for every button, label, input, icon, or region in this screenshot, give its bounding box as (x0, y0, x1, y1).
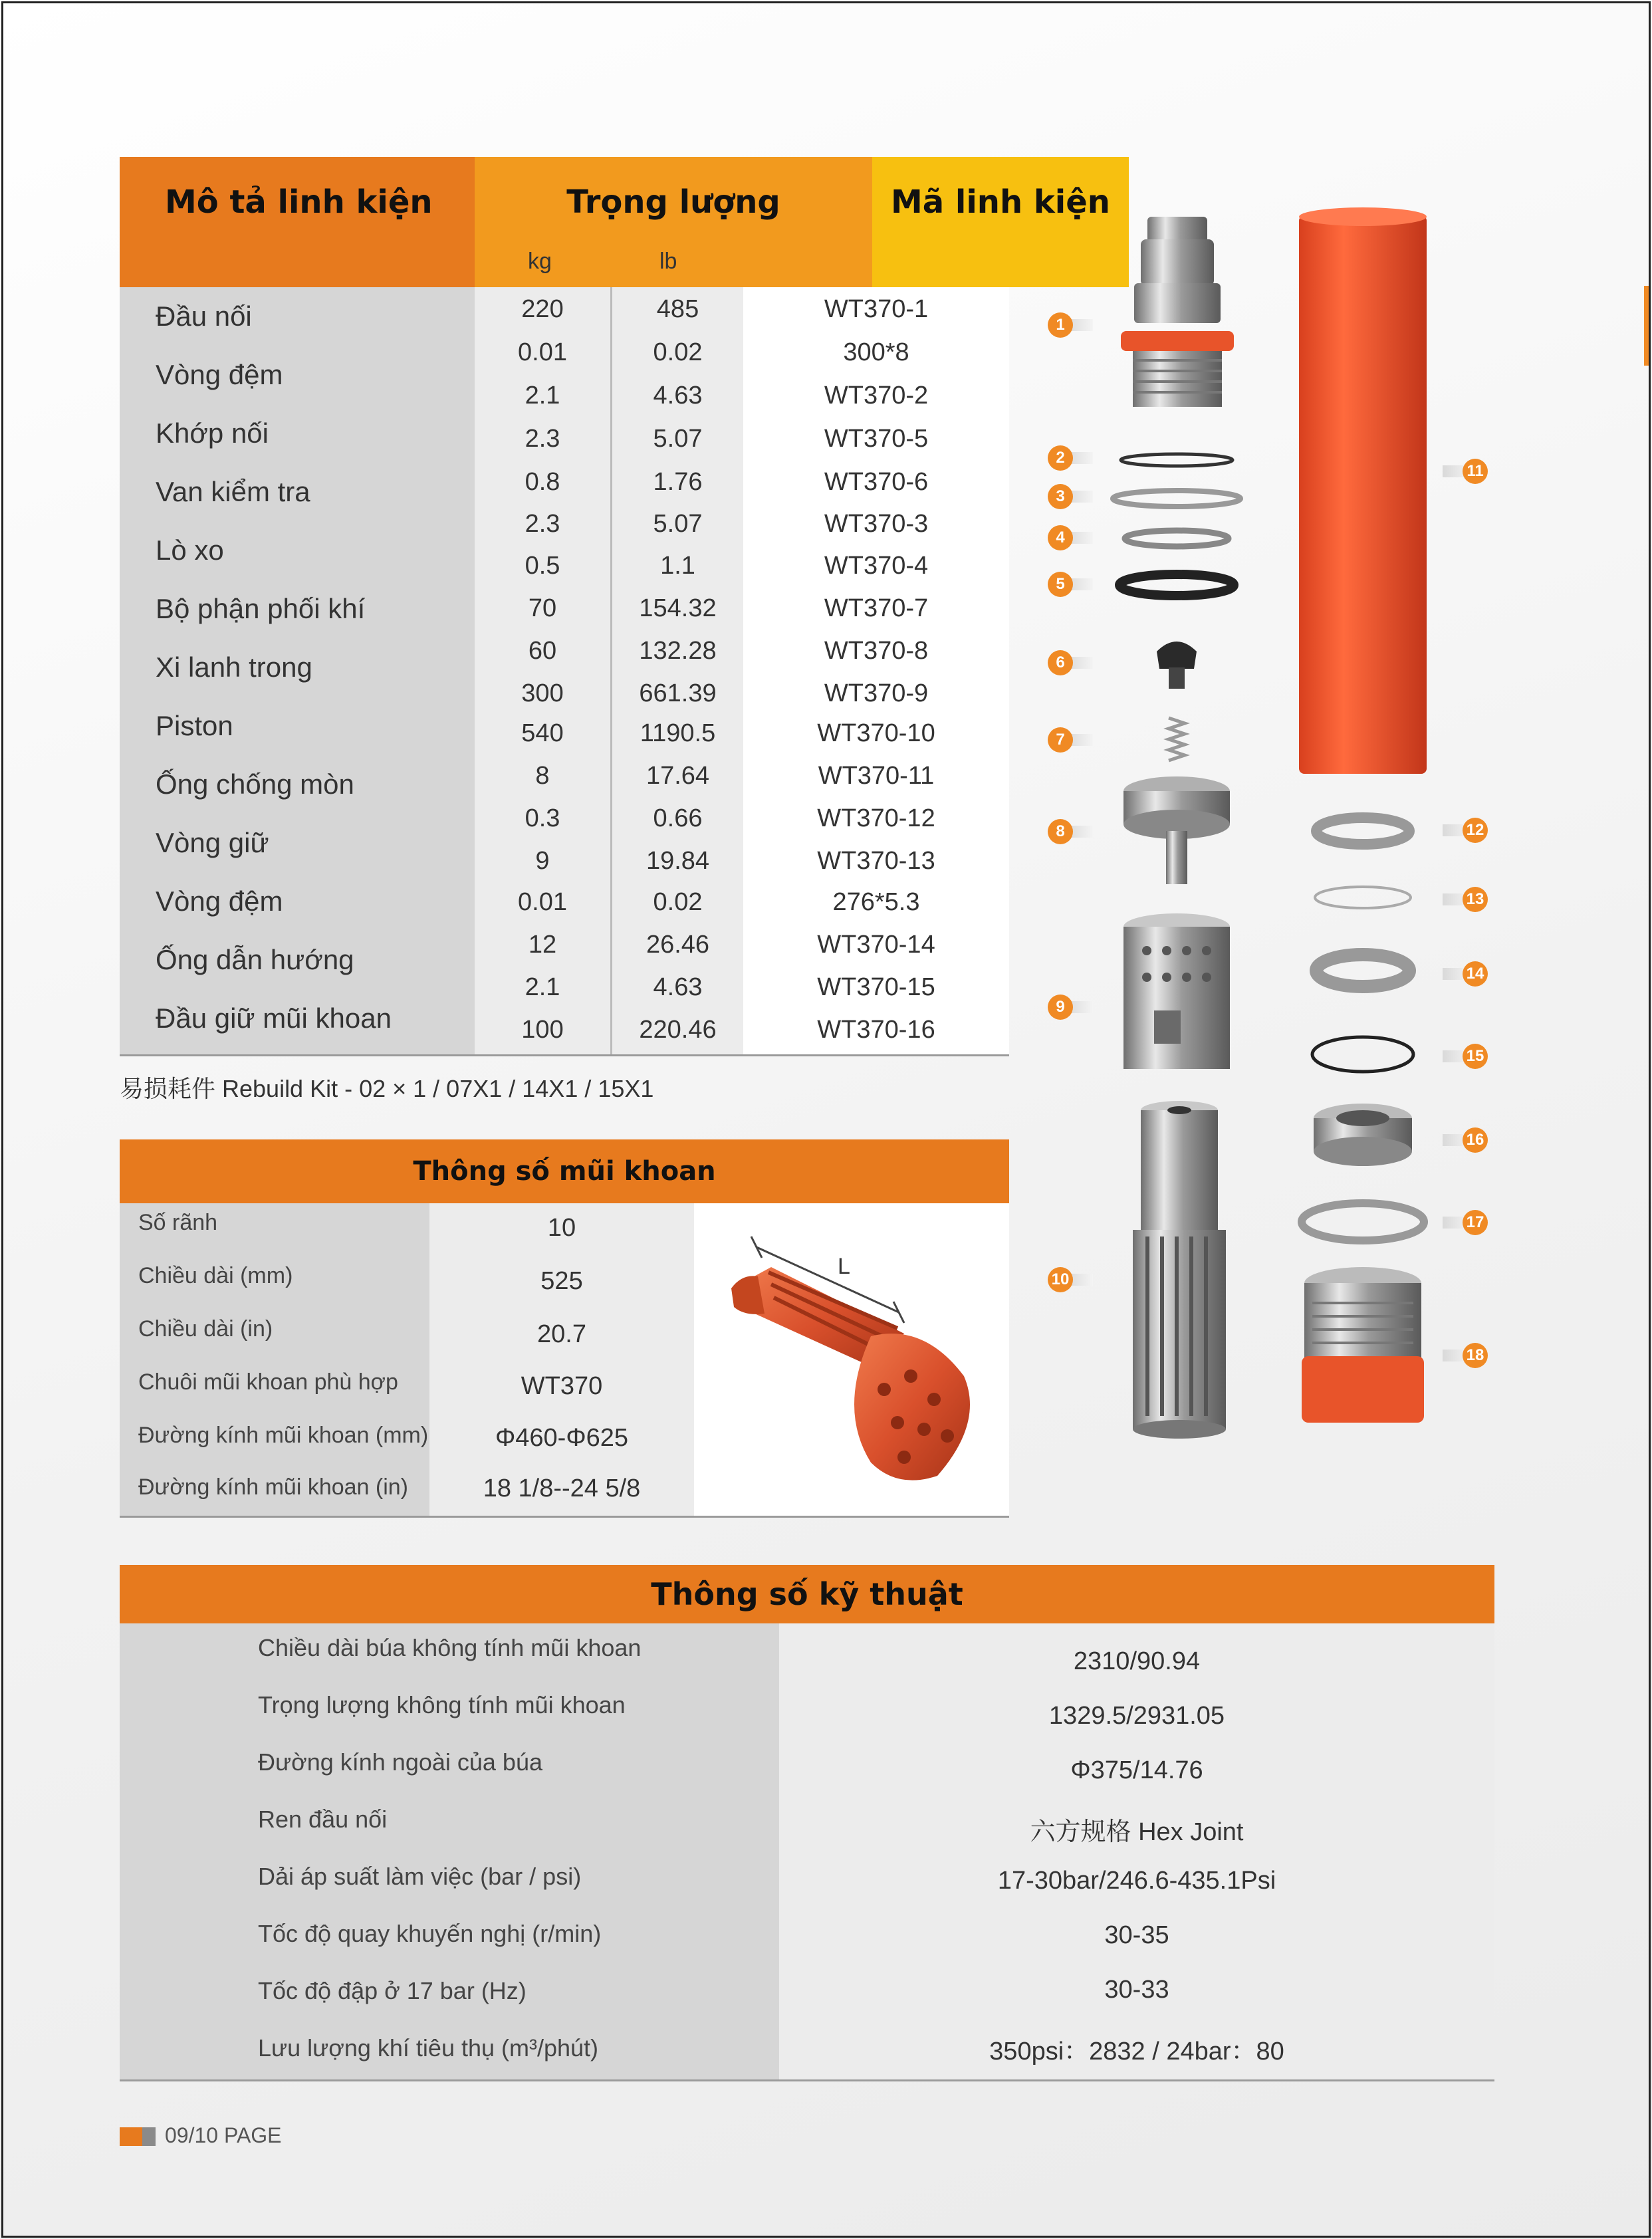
row-13-lb: 0.66 (653, 804, 703, 832)
bit-label-shank: Chuôi mũi khoan phù hợp (138, 1369, 398, 1395)
row-10-lb: 661.39 (639, 679, 717, 707)
row-16-code: WT370-14 (817, 931, 935, 959)
row-13-code: WT370-12 (817, 804, 935, 832)
label-14: 14 (1463, 961, 1508, 988)
row-9-lb: 132.28 (639, 637, 717, 665)
desc-vong-giu: Vòng giữ (156, 827, 269, 858)
label-13: 13 (1463, 887, 1508, 913)
tech-label-weight: Trọng lượng không tính mũi khoan (258, 1691, 626, 1718)
row-17-code: WT370-15 (817, 973, 935, 1001)
row-12-code: WT370-11 (818, 762, 935, 790)
tech-value-column (779, 1623, 1494, 2079)
unit-lb: lb (659, 249, 677, 274)
bit-label-flutes: Số rãnh (138, 1210, 218, 1235)
row-15-kg: 0.01 (518, 888, 567, 916)
bit-spec-table (120, 1139, 1009, 1518)
desc-dau-giu-mui-khoan: Đầu giữ mũi khoan (156, 1002, 392, 1034)
part-18-chuck (1302, 1267, 1424, 1423)
part-13-retaining-ring (1315, 887, 1411, 908)
row-4-kg: 2.3 (525, 425, 560, 453)
label-4: 4 (1048, 525, 1093, 552)
label-2: 2 (1048, 445, 1093, 472)
bit-label-diameter-mm: Đường kính mũi khoan (mm) (138, 1423, 429, 1448)
tech-value-pressure-range: 17-30bar/246.6-435.1Psi (997, 1867, 1276, 1895)
bit-value-shank: WT370 (521, 1372, 603, 1400)
desc-ong-dan-huong: Ống dẫn hướng (156, 944, 354, 975)
tech-label-impact-rate: Tốc độ đập ở 17 bar (Hz) (258, 1977, 527, 2004)
row-3-lb: 4.63 (653, 382, 703, 410)
desc-lo-xo: Lò xo (156, 534, 224, 566)
desc-dau-noi: Đầu nối (156, 300, 252, 332)
header-description: Mô tả linh kiện (165, 183, 433, 221)
bit-value-column (429, 1203, 694, 1516)
row-2-lb: 0.02 (653, 338, 703, 366)
label-15: 15 (1463, 1044, 1508, 1070)
label-6: 6 (1048, 650, 1093, 677)
label-16: 16 (1463, 1127, 1508, 1154)
part-17-washer (1302, 1203, 1424, 1240)
row-4-lb: 5.07 (653, 425, 703, 453)
label-7: 7 (1048, 727, 1093, 754)
row-11-lb: 1190.5 (640, 719, 716, 747)
row-2-kg: 0.01 (518, 338, 567, 366)
tech-value-rotation-speed: 30-35 (1104, 1921, 1169, 1949)
desc-vong-dem-2: Vòng đệm (156, 885, 283, 917)
tech-value-air-consumption: 350psi：2832 / 24bar：80 (989, 2038, 1284, 2065)
header-weight: Trọng lượng (566, 183, 780, 221)
row-12-lb: 17.64 (646, 762, 710, 790)
footer-orange-mark (120, 2127, 142, 2146)
row-4-code: WT370-5 (824, 425, 929, 453)
desc-piston: Piston (156, 710, 233, 741)
parts-table-header (120, 157, 1110, 287)
footer-gray-mark (142, 2127, 156, 2146)
part-5-seal (1120, 574, 1234, 596)
label-10: 10 (1048, 1267, 1093, 1294)
unit-kg: kg (528, 249, 552, 274)
row-11-code: WT370-10 (817, 719, 935, 747)
row-1-kg: 220 (521, 295, 564, 323)
label-12: 12 (1463, 818, 1508, 844)
part-14-guide-ring (1316, 955, 1409, 987)
desc-van-kiem-tra: Van kiểm tra (156, 476, 310, 507)
tech-label-connection-thread: Ren đầu nối (258, 1806, 388, 1833)
desc-bo-phan-phoi-khi: Bộ phận phối khí (156, 593, 366, 624)
row-6-lb: 5.07 (653, 510, 703, 538)
part-16-guide-sleeve (1314, 1104, 1412, 1166)
part-8-air-distributor (1123, 776, 1230, 884)
row-18-lb: 220.46 (639, 1016, 717, 1044)
row-18-kg: 100 (521, 1016, 564, 1044)
desc-vong-dem-1: Vòng đệm (156, 359, 283, 390)
part-3-washer (1113, 491, 1240, 507)
row-13-kg: 0.3 (525, 804, 560, 832)
part-12-retaining-ring (1316, 818, 1409, 844)
tech-spec-table (120, 1565, 1494, 2081)
part-11-wear-sleeve (1299, 207, 1427, 774)
tech-value-weight: 1329.5/2931.05 (1048, 1702, 1225, 1730)
label-8: 8 (1048, 819, 1093, 846)
bit-value-diameter-mm: Φ460-Φ625 (495, 1424, 629, 1452)
bit-label-column (120, 1203, 429, 1516)
row-10-kg: 300 (521, 679, 564, 707)
label-18: 18 (1463, 1343, 1508, 1369)
label-5: 5 (1048, 572, 1093, 598)
desc-xi-lanh-trong: Xi lanh trong (156, 651, 312, 683)
desc-khop-noi: Khớp nối (156, 417, 269, 449)
bit-label-diameter-in: Đường kính mũi khoan (in) (138, 1474, 409, 1500)
row-10-code: WT370-9 (824, 679, 929, 707)
bit-label-length-in: Chiều dài (in) (138, 1316, 273, 1342)
tech-spec-title: Thông số kỹ thuật (120, 1565, 1494, 1623)
row-16-kg: 12 (528, 931, 557, 959)
bit-dimension-label: L (838, 1254, 850, 1279)
row-16-lb: 26.46 (646, 931, 710, 959)
row-15-code: 276*5.3 (832, 888, 920, 916)
label-1: 1 (1048, 312, 1093, 339)
bit-spec-title: Thông số mũi khoan (120, 1139, 1009, 1203)
row-7-kg: 0.5 (525, 552, 560, 580)
label-17: 17 (1463, 1210, 1508, 1237)
bit-label-length-mm: Chiều dài (mm) (138, 1263, 293, 1288)
row-5-kg: 0.8 (525, 468, 560, 496)
bit-value-length-mm: 525 (540, 1267, 583, 1295)
part-1-top-sub (1121, 217, 1234, 407)
parts-table-body (120, 287, 1009, 1056)
row-15-lb: 0.02 (653, 888, 703, 916)
row-9-kg: 60 (528, 637, 557, 665)
row-8-lb: 154.32 (639, 594, 717, 622)
bit-value-length-in: 20.7 (537, 1320, 586, 1348)
bit-spec-body (120, 1203, 1009, 1518)
tech-label-hammer-length: Chiều dài búa không tính mũi khoan (258, 1634, 642, 1661)
row-11-kg: 540 (521, 719, 564, 747)
tech-value-outer-diameter: Φ375/14.76 (1070, 1756, 1203, 1784)
row-17-kg: 2.1 (525, 973, 560, 1001)
row-3-kg: 2.1 (525, 382, 560, 410)
tech-value-connection-thread: 六方规格 Hex Joint (1030, 1818, 1244, 1846)
label-11: 11 (1463, 459, 1508, 485)
row-6-kg: 2.3 (525, 510, 560, 538)
row-1-code: WT370-1 (824, 295, 929, 323)
drill-bit-image (705, 1210, 997, 1509)
part-2-o-ring (1121, 454, 1233, 466)
row-14-lb: 19.84 (646, 847, 710, 875)
part-4-coupling (1125, 530, 1229, 546)
row-8-code: WT370-7 (824, 594, 929, 622)
header-description-cell (120, 157, 475, 287)
row-9-code: WT370-8 (824, 637, 929, 665)
row-2-code: 300*8 (843, 338, 909, 366)
bit-value-flutes: 10 (547, 1214, 576, 1242)
tech-value-hammer-length: 2310/90.94 (1073, 1647, 1201, 1675)
parts-table (120, 157, 1110, 1056)
row-7-lb: 1.1 (660, 552, 695, 580)
header-code: Mã linh kiện (891, 183, 1110, 221)
row-12-kg: 8 (535, 762, 550, 790)
tech-spec-body (120, 1623, 1494, 2081)
row-8-kg: 70 (528, 594, 557, 622)
part-15-o-ring (1312, 1037, 1413, 1072)
rebuild-kit-note: 易损耗件 Rebuild Kit - 02 × 1 / 07X1 / 14X1 / 15X1 (120, 1075, 654, 1102)
tech-label-air-consumption: Lưu lượng khí tiêu thụ (m³/phút) (258, 2034, 599, 2062)
row-1-lb: 485 (656, 295, 699, 323)
row-17-lb: 4.63 (653, 973, 703, 1001)
header-weight-cell (475, 157, 872, 287)
label-3: 3 (1048, 484, 1093, 511)
exploded-parts-diagram (1024, 186, 1529, 1463)
desc-ong-chong-mon: Ống chống mòn (156, 768, 354, 800)
row-6-code: WT370-3 (824, 510, 929, 538)
row-14-kg: 9 (535, 847, 550, 875)
row-3-code: WT370-2 (824, 382, 929, 410)
part-10-piston (1133, 1101, 1226, 1439)
tech-label-rotation-speed: Tốc độ quay khuyến nghị (r/min) (258, 1920, 602, 1947)
edge-tab-mark (1644, 286, 1649, 366)
page-number: 09/10 PAGE (165, 2123, 282, 2147)
tech-value-impact-rate: 30-33 (1104, 1976, 1169, 2004)
row-18-code: WT370-16 (817, 1016, 935, 1044)
part-9-inner-cylinder (1123, 913, 1230, 1069)
part-6-check-valve (1157, 642, 1197, 689)
row-14-code: WT370-13 (817, 847, 935, 875)
row-5-lb: 1.76 (653, 468, 703, 496)
tech-label-pressure-range: Dải áp suất làm việc (bar / psi) (258, 1863, 582, 1890)
part-7-spring (1169, 718, 1185, 761)
row-5-code: WT370-6 (824, 468, 929, 496)
row-7-code: WT370-4 (824, 552, 929, 580)
tech-label-outer-diameter: Đường kính ngoài của búa (258, 1748, 542, 1776)
bit-value-diameter-in: 18 1/8--24 5/8 (483, 1474, 641, 1502)
label-9: 9 (1048, 995, 1093, 1021)
